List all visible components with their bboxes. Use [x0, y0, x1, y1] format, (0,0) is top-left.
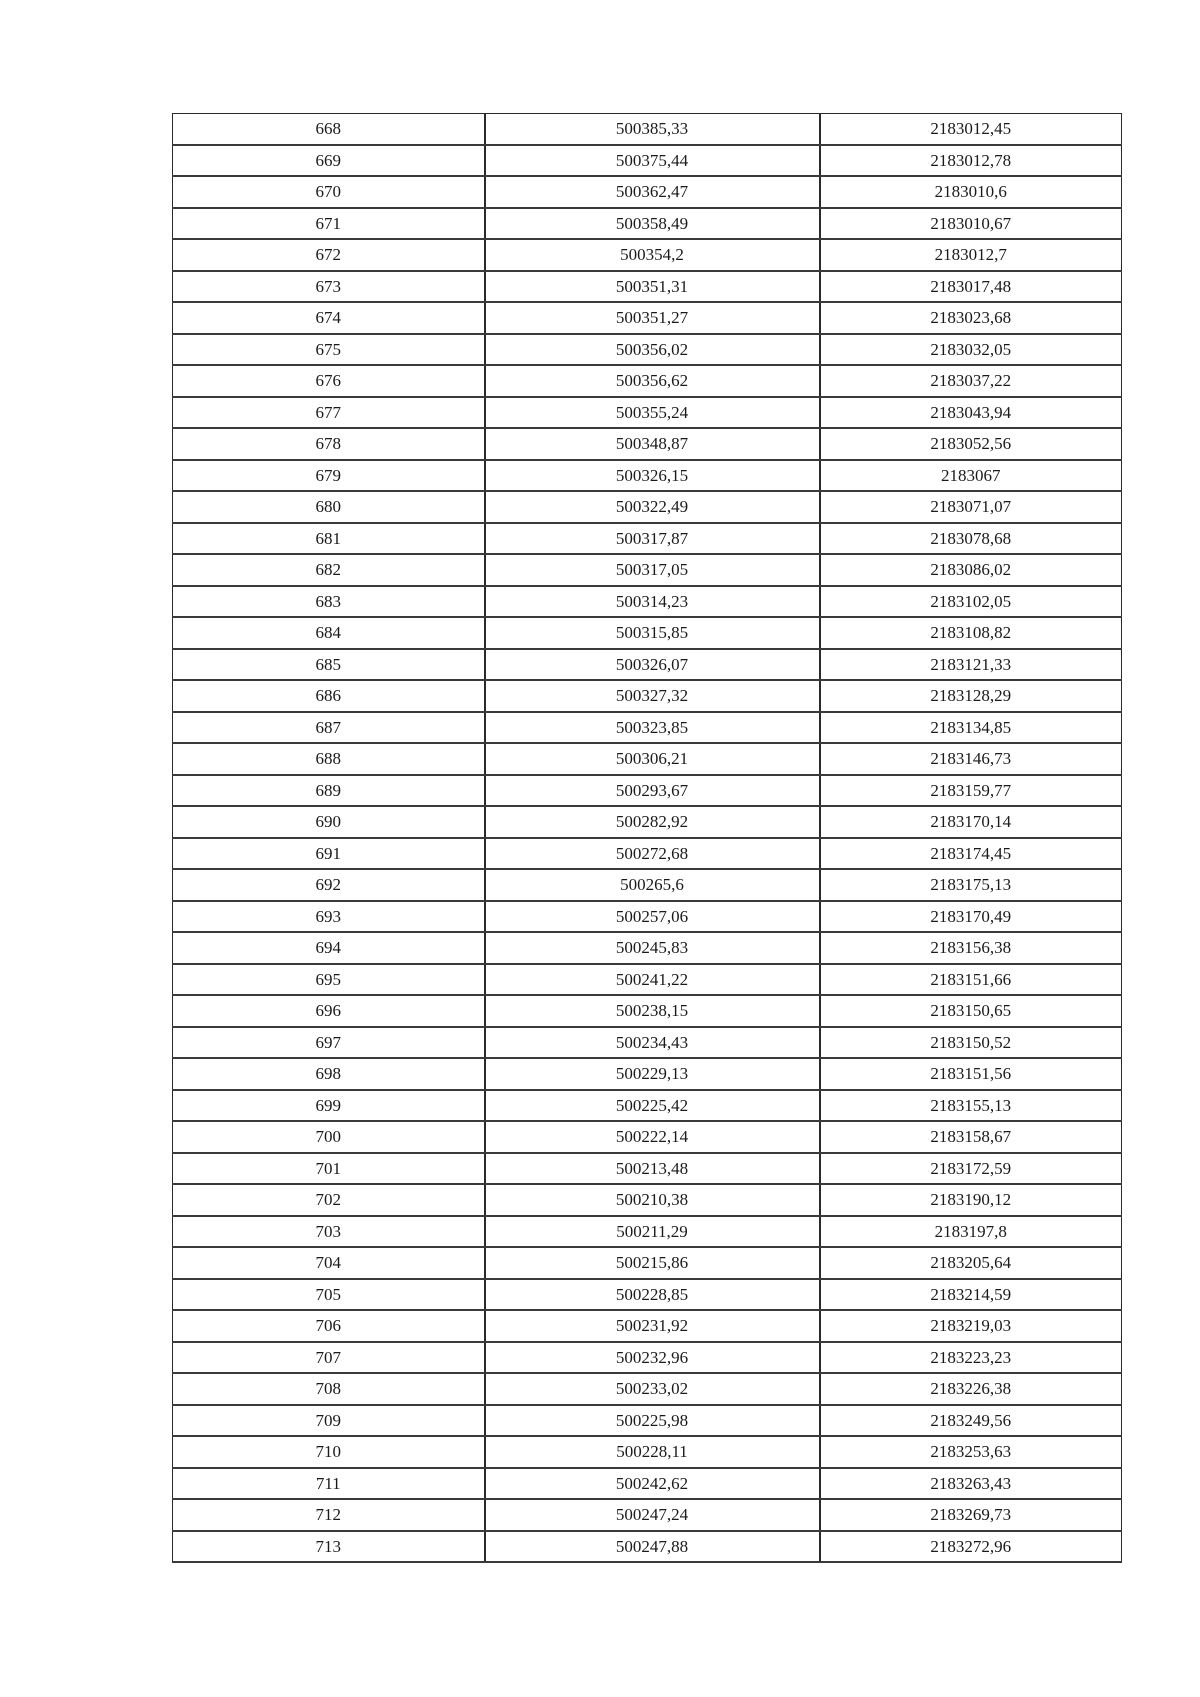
table-row — [173, 1184, 1122, 1216]
x-coordinate-cell: 500215,86 — [485, 1247, 820, 1279]
point-number-cell: 674 — [173, 302, 485, 334]
y-coordinate-cell: 2183151,66 — [820, 964, 1122, 996]
point-number-cell: 671 — [173, 208, 485, 240]
point-number-cell: 682 — [173, 554, 485, 586]
table-row — [173, 145, 1122, 177]
table-row — [173, 1373, 1122, 1405]
table-row — [173, 554, 1122, 586]
point-number-cell: 707 — [173, 1342, 485, 1374]
point-number-cell: 684 — [173, 617, 485, 649]
x-coordinate-cell: 500362,47 — [485, 176, 820, 208]
point-number-cell: 672 — [173, 239, 485, 271]
x-coordinate-cell: 500210,38 — [485, 1184, 820, 1216]
y-coordinate-cell: 2183263,43 — [820, 1468, 1122, 1500]
x-coordinate-cell: 500326,15 — [485, 460, 820, 492]
point-number-cell: 677 — [173, 397, 485, 429]
point-number-cell: 712 — [173, 1499, 485, 1531]
y-coordinate-cell: 2183272,96 — [820, 1531, 1122, 1563]
x-coordinate-cell: 500375,44 — [485, 145, 820, 177]
point-number-cell: 708 — [173, 1373, 485, 1405]
y-coordinate-cell: 2183010,6 — [820, 176, 1122, 208]
x-coordinate-cell: 500348,87 — [485, 428, 820, 460]
x-coordinate-cell: 500225,42 — [485, 1090, 820, 1122]
x-coordinate-cell: 500358,49 — [485, 208, 820, 240]
table-row — [173, 460, 1122, 492]
x-coordinate-cell: 500228,11 — [485, 1436, 820, 1468]
point-number-cell: 713 — [173, 1531, 485, 1563]
x-coordinate-cell: 500247,24 — [485, 1499, 820, 1531]
y-coordinate-cell: 2183146,73 — [820, 743, 1122, 775]
y-coordinate-cell: 2183150,65 — [820, 995, 1122, 1027]
x-coordinate-cell: 500322,49 — [485, 491, 820, 523]
x-coordinate-cell: 500225,98 — [485, 1405, 820, 1437]
y-coordinate-cell: 2183071,07 — [820, 491, 1122, 523]
x-coordinate-cell: 500315,85 — [485, 617, 820, 649]
x-coordinate-cell: 500356,62 — [485, 365, 820, 397]
y-coordinate-cell: 2183223,23 — [820, 1342, 1122, 1374]
point-number-cell: 697 — [173, 1027, 485, 1059]
y-coordinate-cell: 2183269,73 — [820, 1499, 1122, 1531]
point-number-cell: 680 — [173, 491, 485, 523]
point-number-cell: 690 — [173, 806, 485, 838]
y-coordinate-cell: 2183214,59 — [820, 1279, 1122, 1311]
point-number-cell: 699 — [173, 1090, 485, 1122]
point-number-cell: 696 — [173, 995, 485, 1027]
y-coordinate-cell: 2183170,14 — [820, 806, 1122, 838]
y-coordinate-cell: 2183172,59 — [820, 1153, 1122, 1185]
x-coordinate-cell: 500233,02 — [485, 1373, 820, 1405]
table-row — [173, 1121, 1122, 1153]
table-row — [173, 1279, 1122, 1311]
x-coordinate-cell: 500356,02 — [485, 334, 820, 366]
point-number-cell: 711 — [173, 1468, 485, 1500]
point-number-cell: 689 — [173, 775, 485, 807]
y-coordinate-cell: 2183159,77 — [820, 775, 1122, 807]
point-number-cell: 692 — [173, 869, 485, 901]
point-number-cell: 694 — [173, 932, 485, 964]
y-coordinate-cell: 2183032,05 — [820, 334, 1122, 366]
table-row — [173, 1153, 1122, 1185]
table-row — [173, 491, 1122, 523]
point-number-cell: 687 — [173, 712, 485, 744]
table-row — [173, 1405, 1122, 1437]
point-number-cell: 686 — [173, 680, 485, 712]
point-number-cell: 709 — [173, 1405, 485, 1437]
table-row — [173, 869, 1122, 901]
point-number-cell: 681 — [173, 523, 485, 555]
x-coordinate-cell: 500222,14 — [485, 1121, 820, 1153]
point-number-cell: 676 — [173, 365, 485, 397]
x-coordinate-cell: 500211,29 — [485, 1216, 820, 1248]
x-coordinate-cell: 500385,33 — [485, 114, 820, 145]
y-coordinate-cell: 2183190,12 — [820, 1184, 1122, 1216]
table-row — [173, 775, 1122, 807]
y-coordinate-cell: 2183121,33 — [820, 649, 1122, 681]
point-number-cell: 706 — [173, 1310, 485, 1342]
point-number-cell: 693 — [173, 901, 485, 933]
y-coordinate-cell: 2183219,03 — [820, 1310, 1122, 1342]
x-coordinate-cell: 500323,85 — [485, 712, 820, 744]
table-row — [173, 365, 1122, 397]
table-row — [173, 617, 1122, 649]
table-row — [173, 239, 1122, 271]
table-row — [173, 964, 1122, 996]
y-coordinate-cell: 2183174,45 — [820, 838, 1122, 870]
x-coordinate-cell: 500241,22 — [485, 964, 820, 996]
x-coordinate-cell: 500354,2 — [485, 239, 820, 271]
x-coordinate-cell: 500232,96 — [485, 1342, 820, 1374]
table-row — [173, 1310, 1122, 1342]
table-row — [173, 1531, 1122, 1563]
x-coordinate-cell: 500245,83 — [485, 932, 820, 964]
table-row — [173, 838, 1122, 870]
x-coordinate-cell: 500247,88 — [485, 1531, 820, 1563]
table-row — [173, 712, 1122, 744]
x-coordinate-cell: 500327,32 — [485, 680, 820, 712]
table-row — [173, 806, 1122, 838]
y-coordinate-cell: 2183128,29 — [820, 680, 1122, 712]
table-row — [173, 523, 1122, 555]
x-coordinate-cell: 500265,6 — [485, 869, 820, 901]
y-coordinate-cell: 2183253,63 — [820, 1436, 1122, 1468]
x-coordinate-cell: 500351,27 — [485, 302, 820, 334]
point-number-cell: 710 — [173, 1436, 485, 1468]
x-coordinate-cell: 500257,06 — [485, 901, 820, 933]
point-number-cell: 703 — [173, 1216, 485, 1248]
x-coordinate-cell: 500293,67 — [485, 775, 820, 807]
point-number-cell: 688 — [173, 743, 485, 775]
y-coordinate-cell: 2183158,67 — [820, 1121, 1122, 1153]
point-number-cell: 668 — [173, 114, 485, 145]
point-number-cell: 669 — [173, 145, 485, 177]
table-row — [173, 114, 1122, 145]
x-coordinate-cell: 500228,85 — [485, 1279, 820, 1311]
table-row — [173, 1468, 1122, 1500]
table-row — [173, 1216, 1122, 1248]
y-coordinate-cell: 2183155,13 — [820, 1090, 1122, 1122]
y-coordinate-cell: 2183086,02 — [820, 554, 1122, 586]
y-coordinate-cell: 2183102,05 — [820, 586, 1122, 618]
y-coordinate-cell: 2183156,38 — [820, 932, 1122, 964]
point-number-cell: 673 — [173, 271, 485, 303]
x-coordinate-cell: 500317,05 — [485, 554, 820, 586]
point-number-cell: 685 — [173, 649, 485, 681]
y-coordinate-cell: 2183151,56 — [820, 1058, 1122, 1090]
y-coordinate-cell: 2183197,8 — [820, 1216, 1122, 1248]
y-coordinate-cell: 2183012,7 — [820, 239, 1122, 271]
point-number-cell: 683 — [173, 586, 485, 618]
table-row — [173, 334, 1122, 366]
y-coordinate-cell: 2183052,56 — [820, 428, 1122, 460]
y-coordinate-cell: 2183134,85 — [820, 712, 1122, 744]
y-coordinate-cell: 2183226,38 — [820, 1373, 1122, 1405]
point-number-cell: 701 — [173, 1153, 485, 1185]
table-row — [173, 271, 1122, 303]
point-number-cell: 670 — [173, 176, 485, 208]
y-coordinate-cell: 2183012,78 — [820, 145, 1122, 177]
table-row — [173, 1027, 1122, 1059]
table-row — [173, 1058, 1122, 1090]
y-coordinate-cell: 2183010,67 — [820, 208, 1122, 240]
table-row — [173, 208, 1122, 240]
y-coordinate-cell: 2183249,56 — [820, 1405, 1122, 1437]
y-coordinate-cell: 2183078,68 — [820, 523, 1122, 555]
y-coordinate-cell: 2183023,68 — [820, 302, 1122, 334]
x-coordinate-cell: 500351,31 — [485, 271, 820, 303]
table-row — [173, 995, 1122, 1027]
table-row — [173, 428, 1122, 460]
point-number-cell: 704 — [173, 1247, 485, 1279]
y-coordinate-cell: 2183205,64 — [820, 1247, 1122, 1279]
table-row — [173, 176, 1122, 208]
point-number-cell: 695 — [173, 964, 485, 996]
table-row — [173, 1247, 1122, 1279]
table-row — [173, 680, 1122, 712]
x-coordinate-cell: 500306,21 — [485, 743, 820, 775]
y-coordinate-cell: 2183150,52 — [820, 1027, 1122, 1059]
table-row — [173, 1436, 1122, 1468]
table-row — [173, 932, 1122, 964]
x-coordinate-cell: 500272,68 — [485, 838, 820, 870]
y-coordinate-cell: 2183175,13 — [820, 869, 1122, 901]
y-coordinate-cell: 2183043,94 — [820, 397, 1122, 429]
table-row — [173, 649, 1122, 681]
point-number-cell: 675 — [173, 334, 485, 366]
y-coordinate-cell: 2183067 — [820, 460, 1122, 492]
y-coordinate-cell: 2183012,45 — [820, 114, 1122, 145]
y-coordinate-cell: 2183037,22 — [820, 365, 1122, 397]
point-number-cell: 702 — [173, 1184, 485, 1216]
x-coordinate-cell: 500213,48 — [485, 1153, 820, 1185]
table-row — [173, 397, 1122, 429]
table-row — [173, 586, 1122, 618]
point-number-cell: 700 — [173, 1121, 485, 1153]
x-coordinate-cell: 500326,07 — [485, 649, 820, 681]
point-number-cell: 678 — [173, 428, 485, 460]
x-coordinate-cell: 500238,15 — [485, 995, 820, 1027]
table-row — [173, 1499, 1122, 1531]
x-coordinate-cell: 500317,87 — [485, 523, 820, 555]
point-number-cell: 705 — [173, 1279, 485, 1311]
x-coordinate-cell: 500355,24 — [485, 397, 820, 429]
x-coordinate-cell: 500229,13 — [485, 1058, 820, 1090]
table-row — [173, 743, 1122, 775]
point-number-cell: 691 — [173, 838, 485, 870]
point-number-cell: 679 — [173, 460, 485, 492]
point-number-cell: 698 — [173, 1058, 485, 1090]
x-coordinate-cell: 500231,92 — [485, 1310, 820, 1342]
y-coordinate-cell: 2183108,82 — [820, 617, 1122, 649]
coordinates-table-body — [173, 114, 1122, 1563]
y-coordinate-cell: 2183017,48 — [820, 271, 1122, 303]
x-coordinate-cell: 500314,23 — [485, 586, 820, 618]
x-coordinate-cell: 500242,62 — [485, 1468, 820, 1500]
x-coordinate-cell: 500282,92 — [485, 806, 820, 838]
table-row — [173, 1090, 1122, 1122]
y-coordinate-cell: 2183170,49 — [820, 901, 1122, 933]
table-row — [173, 901, 1122, 933]
coordinates-table — [172, 113, 1122, 1563]
table-row — [173, 302, 1122, 334]
table-row — [173, 1342, 1122, 1374]
x-coordinate-cell: 500234,43 — [485, 1027, 820, 1059]
